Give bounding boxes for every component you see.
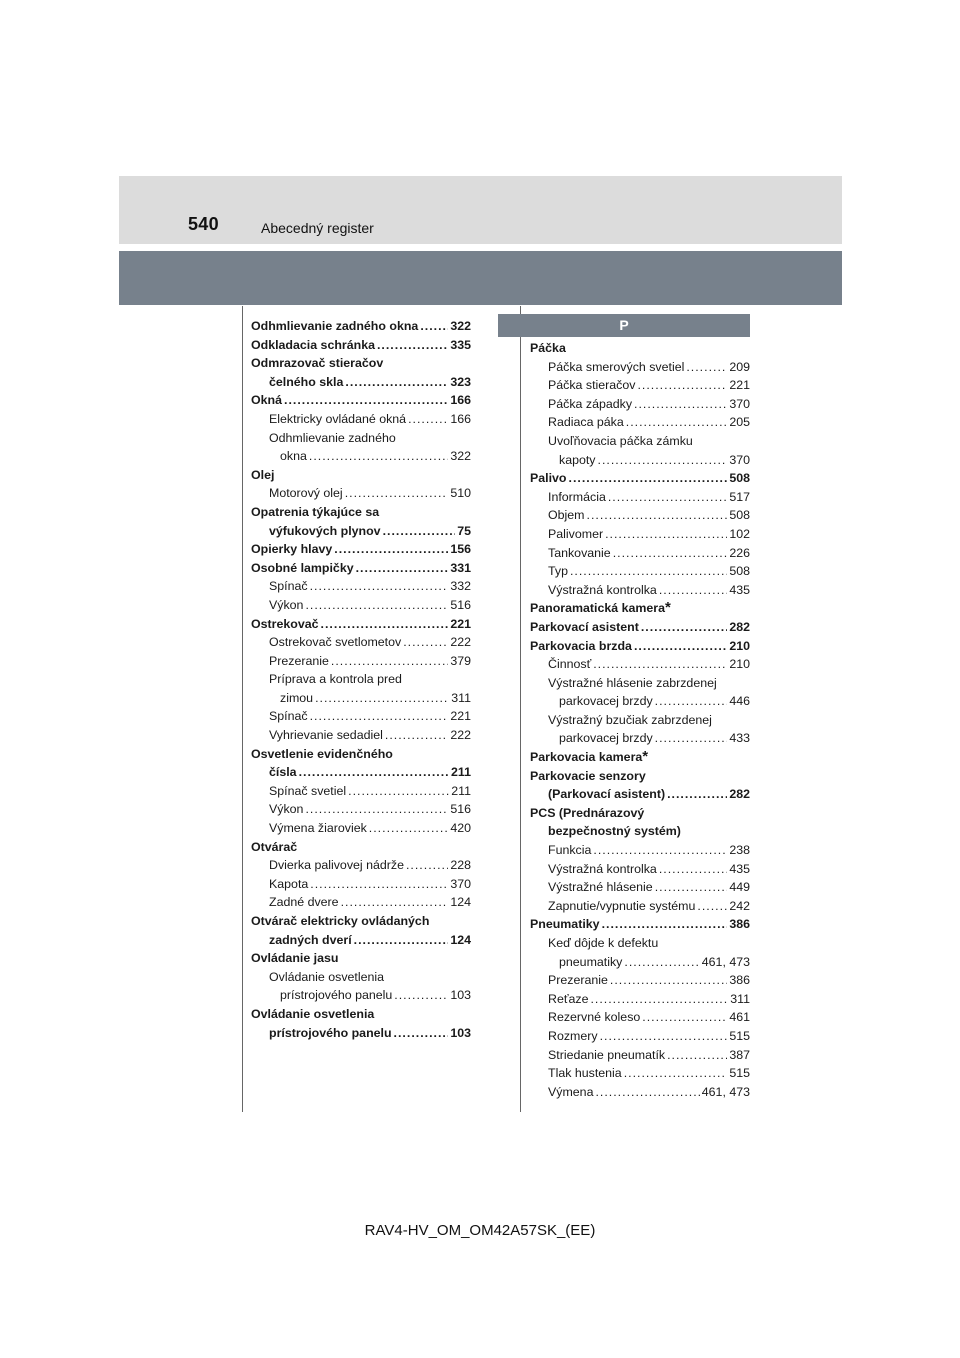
dot-leader: [659, 581, 728, 600]
index-term: Rozmery: [548, 1028, 598, 1043]
index-entry: [530, 506, 750, 525]
index-entry: [251, 726, 471, 745]
index-entry: [530, 897, 750, 916]
index-entry: [530, 971, 750, 990]
index-term: Otvárač elektricky ovládaných: [251, 914, 430, 928]
index-term: Radiaca páka: [548, 415, 624, 430]
index-entry: [251, 596, 471, 615]
index-entry: [530, 822, 750, 841]
dot-leader: [403, 633, 448, 652]
page-reference: 211: [451, 783, 471, 798]
page-reference: 515: [729, 1066, 750, 1081]
index-entry: [251, 745, 471, 764]
dot-leader: [655, 692, 728, 711]
dot-leader: [345, 484, 449, 503]
index-entry: [251, 633, 471, 652]
dot-leader: [369, 819, 449, 838]
index-term: Ovládanie jasu: [251, 951, 339, 966]
index-entry: [251, 429, 471, 448]
page-reference: 386: [729, 917, 750, 932]
index-entry: [530, 1083, 750, 1102]
footer-code: RAV4-HV_OM_OM42A57SK_(EE): [364, 1222, 596, 1239]
index-term: Výkon: [269, 597, 304, 612]
dot-leader: [394, 986, 448, 1005]
page-reference: 508: [729, 564, 750, 579]
dot-leader: [420, 317, 448, 336]
page-reference: 210: [729, 657, 750, 672]
index-term: parkovacej brzdy: [559, 731, 653, 746]
index-entry: [251, 819, 471, 838]
index-term: Výmena žiaroviek: [269, 821, 367, 836]
index-term: Páčka stieračov: [548, 378, 636, 393]
dot-leader: [637, 376, 727, 395]
index-entry: Panoramatická kamera *: [530, 599, 671, 617]
index-entry: [251, 838, 471, 857]
index-term: Ostrekovač svetlometov: [269, 635, 402, 650]
index-entry: [251, 707, 471, 726]
page-reference: 510: [450, 486, 471, 501]
index-entry: [530, 1064, 750, 1083]
page-reference: 323: [450, 374, 471, 389]
index-entry: [530, 413, 750, 432]
dot-leader: [383, 522, 456, 541]
index-term: Parkovacia kamera: [530, 750, 643, 765]
index-entry: [530, 711, 750, 730]
index-entry: [530, 729, 750, 748]
index-entry: [251, 689, 471, 708]
index-entry: [251, 503, 471, 522]
dot-leader: [655, 878, 728, 897]
index-entry: [251, 410, 471, 429]
index-entry: [251, 782, 471, 801]
header-dark-band: [119, 251, 842, 305]
index-entry: [530, 804, 750, 823]
index-term: Olej: [251, 467, 275, 482]
page-reference: 103: [450, 1025, 471, 1040]
index-entry: [530, 451, 750, 470]
index-term: pneumatiky: [559, 954, 623, 969]
index-term: Zapnutie/vypnutie systému: [548, 898, 696, 913]
page-reference: 282: [729, 787, 750, 802]
index-term: Výstražná kontrolka: [548, 861, 657, 876]
page-title: Abecedný register: [261, 220, 374, 236]
dot-leader: [697, 897, 727, 916]
page-reference: 335: [450, 337, 471, 352]
dot-leader: [595, 1083, 699, 1102]
index-term: Striedanie pneumatík: [548, 1047, 666, 1062]
index-entry: [251, 522, 471, 541]
index-entry: [251, 856, 471, 875]
page-reference: 221: [729, 378, 750, 393]
index-entry: [251, 484, 471, 503]
index-entry: [530, 860, 750, 879]
index-entry: [530, 990, 750, 1009]
index-entry: [251, 875, 471, 894]
index-entry: [251, 986, 471, 1005]
index-entry: [251, 336, 471, 355]
dot-leader: [345, 373, 448, 392]
index-term: Ostrekovač: [251, 616, 319, 631]
index-entry: [251, 447, 471, 466]
index-term: Opierky hlavy: [251, 542, 333, 557]
index-entry: [251, 652, 471, 671]
index-term: Činnosť: [548, 657, 592, 672]
index-term: Opatrenia týkajúce sa: [251, 504, 380, 519]
index-term: kapoty: [559, 452, 596, 467]
page-reference: 461, 473: [701, 1084, 750, 1099]
page-reference: 228: [450, 858, 471, 873]
index-entry: [530, 785, 750, 804]
page-reference: 102: [729, 526, 750, 541]
dot-leader: [610, 971, 727, 990]
page-reference: 435: [729, 582, 750, 597]
right-index-column: [530, 339, 750, 1101]
index-term: Otvárač: [251, 839, 298, 854]
index-entry: [530, 339, 750, 358]
dot-leader: [602, 915, 728, 934]
index-term: Spínač svetiel: [269, 783, 347, 798]
page-reference: 332: [450, 579, 471, 594]
index-term: Páčka smerových svetiel: [548, 359, 685, 374]
index-term: čísla: [269, 765, 297, 780]
page-reference: 282: [729, 619, 750, 634]
dot-leader: [570, 562, 727, 581]
dot-leader: [624, 1064, 728, 1083]
page-reference: 515: [729, 1028, 750, 1043]
index-term: Prezeranie: [548, 973, 608, 988]
page-reference: 370: [729, 452, 750, 467]
page-reference: 449: [729, 880, 750, 895]
dot-leader: [309, 447, 448, 466]
index-term: Osvetlenie evidenčného: [251, 746, 393, 761]
dot-leader: [634, 637, 727, 656]
index-term: parkovacej brzdy: [559, 694, 653, 709]
dot-leader: [299, 763, 449, 782]
page-reference: 222: [450, 728, 471, 743]
index-entry: [251, 559, 471, 578]
index-entry: [251, 968, 471, 987]
index-term: bezpečnostný systém): [548, 824, 681, 839]
page-reference: 311: [451, 690, 471, 705]
dot-leader: [310, 707, 449, 726]
index-term: zimou: [280, 690, 314, 705]
index-term: čelného skla: [269, 374, 344, 389]
index-entry: [251, 466, 471, 485]
index-term: PCS (Prednárazový: [530, 805, 645, 820]
index-entry: [251, 893, 471, 912]
page-reference: 508: [729, 471, 750, 486]
index-term: Okná: [251, 393, 282, 408]
dot-leader: [334, 540, 448, 559]
index-term: Osobné lampičky: [251, 560, 354, 575]
page-reference: 387: [729, 1047, 750, 1062]
dot-leader: [406, 856, 448, 875]
dot-leader: [385, 726, 448, 745]
index-entry: [530, 544, 750, 563]
dot-leader: [641, 618, 727, 637]
page-reference: 124: [450, 932, 471, 947]
dot-leader: [642, 1008, 727, 1027]
dot-leader: [394, 1024, 449, 1043]
index-entry: [530, 767, 750, 786]
page-reference: 517: [729, 489, 750, 504]
dot-leader: [310, 577, 449, 596]
index-entry: [251, 763, 471, 782]
index-term: Kapota: [269, 876, 309, 891]
left-column-rule: [242, 306, 243, 1112]
dot-leader: [284, 391, 448, 410]
page-reference: 166: [450, 411, 471, 426]
dot-leader: [667, 1046, 727, 1065]
index-term: Odmrazovač stieračov: [251, 356, 384, 371]
page-reference: 226: [729, 545, 750, 560]
index-term: Typ: [548, 564, 568, 579]
page-reference: 242: [729, 898, 750, 913]
page-reference: 516: [450, 802, 471, 817]
page-reference: 386: [729, 973, 750, 988]
index-term: Funkcia: [548, 843, 592, 858]
page-reference: 209: [729, 359, 750, 374]
index-term: Parkovacie senzory: [530, 768, 646, 783]
index-term: Reťaze: [548, 991, 589, 1006]
dot-leader: [305, 800, 448, 819]
index-entry: [251, 391, 471, 410]
dot-leader: [624, 953, 699, 972]
index-term: Uvoľňovacia páčka zámku: [548, 433, 693, 448]
dot-leader: [408, 410, 448, 429]
index-term: Dvierka palivovej nádrže: [269, 858, 404, 873]
dot-leader: [377, 336, 448, 355]
page-reference: 508: [729, 508, 750, 523]
dot-leader: [598, 451, 728, 470]
index-term: výfukových plynov: [269, 523, 381, 538]
page-reference: 420: [450, 821, 471, 836]
index-term: Zadné dvere: [269, 895, 339, 910]
index-term: Príprava a kontrola pred: [269, 672, 402, 687]
index-entry: [530, 488, 750, 507]
dot-leader: [667, 785, 727, 804]
index-term: Výstražné hlásenie zabrzdenej: [548, 675, 717, 690]
index-entry: [251, 317, 471, 336]
index-entry: [530, 953, 750, 972]
index-term: Tankovanie: [548, 545, 611, 560]
index-term: Motorový olej: [269, 486, 343, 501]
index-entry: [251, 931, 471, 950]
index-term: Parkovací asistent: [530, 619, 639, 634]
page-reference: 331: [450, 560, 471, 575]
index-term: Výstražné hlásenie: [548, 880, 653, 895]
index-term: Tlak hustenia: [548, 1066, 622, 1081]
page-reference: 221: [450, 616, 471, 631]
index-term: Výstražná kontrolka: [548, 582, 657, 597]
dot-leader: [600, 1027, 728, 1046]
index-term: prístrojového panelu: [269, 1025, 392, 1040]
index-entry: [251, 800, 471, 819]
page-reference: 446: [729, 694, 750, 709]
index-term: prístrojového panelu: [280, 988, 393, 1003]
index-term: Elektricky ovládané okná: [269, 411, 407, 426]
index-entry: [530, 692, 750, 711]
index-entry: Parkovacia kamera *: [530, 748, 649, 766]
dot-leader: [331, 652, 448, 671]
page-reference: 222: [450, 635, 471, 650]
page-reference: 435: [729, 861, 750, 876]
page-reference: 322: [450, 449, 471, 464]
dot-leader: [626, 413, 728, 432]
index-term: Odhmlievanie zadného okna: [251, 319, 419, 333]
index-term: Panoramatická kamera: [530, 601, 666, 616]
index-entry: [530, 637, 750, 656]
index-term: Informácia: [548, 489, 606, 504]
header-band: [119, 176, 842, 244]
index-term: Ovládanie osvetlenia: [269, 969, 385, 984]
dot-leader: [605, 525, 727, 544]
page-reference: 370: [450, 876, 471, 891]
index-entry: [530, 655, 750, 674]
index-term: Pneumatiky: [530, 917, 600, 932]
index-entry: [530, 1008, 750, 1027]
index-entry: [530, 432, 750, 451]
index-term: Palivomer: [548, 526, 604, 541]
index-entry: [251, 912, 471, 931]
dot-leader: [613, 544, 728, 563]
index-entry: [530, 562, 750, 581]
dot-leader: [659, 860, 728, 879]
page-reference: 311: [730, 991, 750, 1006]
index-term: Páčka západky: [548, 396, 633, 411]
index-term: Odhmlievanie zadného: [269, 430, 396, 445]
dot-leader: [354, 931, 449, 950]
page-reference: 433: [729, 731, 750, 746]
index-entry: [530, 934, 750, 953]
page-reference: 166: [450, 393, 471, 408]
index-term: Parkovacia brzda: [530, 638, 632, 653]
index-term: Objem: [548, 508, 585, 523]
index-term: Palivo: [530, 471, 567, 486]
dot-leader: [634, 395, 727, 414]
index-term: Spínač: [269, 709, 308, 724]
index-entry: [251, 615, 471, 634]
index-entry: [251, 670, 471, 689]
page-reference: 461: [729, 1010, 750, 1025]
section-letter-bar: P: [498, 314, 750, 337]
page-reference: 103: [450, 988, 471, 1003]
page-reference: 75: [457, 523, 471, 538]
index-entry: [251, 373, 471, 392]
index-term: okna: [280, 449, 307, 464]
page-reference: 211: [451, 765, 471, 780]
index-entry: [530, 376, 750, 395]
index-entry: [530, 395, 750, 414]
index-entry: [530, 1027, 750, 1046]
index-term: Odkladacia schránka: [251, 337, 375, 352]
dot-leader: [315, 689, 449, 708]
index-term: Rezervné koleso: [548, 1010, 641, 1025]
index-entry: [530, 674, 750, 693]
index-term: Výkon: [269, 802, 304, 817]
page-reference: 210: [729, 638, 750, 653]
page-reference: 516: [450, 597, 471, 612]
index-term: Keď dôjde k defektu: [548, 936, 659, 950]
page-reference: 124: [450, 895, 471, 910]
index-entry: [530, 1046, 750, 1065]
left-index-column: [251, 317, 471, 1042]
index-term: Výstražný bzučiak zabrzdenej: [548, 712, 712, 727]
index-term: Prezeranie: [269, 653, 329, 668]
index-entry: [530, 841, 750, 860]
index-term: Vyhrievanie sedadiel: [269, 728, 383, 743]
dot-leader: [321, 615, 449, 634]
page-reference: 379: [450, 653, 471, 668]
dot-leader: [305, 596, 448, 615]
index-entry: [251, 949, 471, 968]
dot-leader: [593, 655, 727, 674]
index-entry: [530, 878, 750, 897]
middle-column-rule: [520, 306, 521, 1112]
dot-leader: [310, 875, 448, 894]
dot-leader: [569, 469, 728, 488]
index-entry: [530, 525, 750, 544]
index-entry: [530, 915, 750, 934]
dot-leader: [593, 841, 727, 860]
dot-leader: [686, 358, 727, 377]
index-term: Spínač: [269, 579, 308, 594]
dot-leader: [608, 488, 727, 507]
dot-leader: [348, 782, 449, 801]
page-reference: 461, 473: [701, 954, 750, 969]
dot-leader: [587, 506, 728, 525]
index-entry: [251, 1005, 471, 1024]
page-reference: 238: [729, 843, 750, 858]
index-entry: [530, 358, 750, 377]
page-reference: 205: [729, 415, 750, 430]
index-entry: [251, 1024, 471, 1043]
index-entry: [530, 581, 750, 600]
index-term: (Parkovací asistent): [548, 787, 666, 802]
page-reference: 322: [450, 319, 471, 333]
page-reference: 156: [450, 542, 471, 557]
index-entry: [251, 540, 471, 559]
index-term: Páčka: [530, 341, 566, 355]
page-number: 540: [188, 214, 219, 234]
page-reference: 221: [450, 709, 471, 724]
index-entry: [530, 469, 750, 488]
dot-leader: [341, 893, 449, 912]
dot-leader: [590, 990, 728, 1009]
dot-leader: [356, 559, 449, 578]
index-entry: [251, 354, 471, 373]
index-term: Výmena: [548, 1084, 594, 1099]
index-term: zadných dverí: [269, 932, 352, 947]
index-entry: [251, 577, 471, 596]
page-reference: 370: [729, 396, 750, 411]
index-term: Ovládanie osvetlenia: [251, 1006, 375, 1021]
dot-leader: [655, 729, 728, 748]
index-entry: [530, 618, 750, 637]
